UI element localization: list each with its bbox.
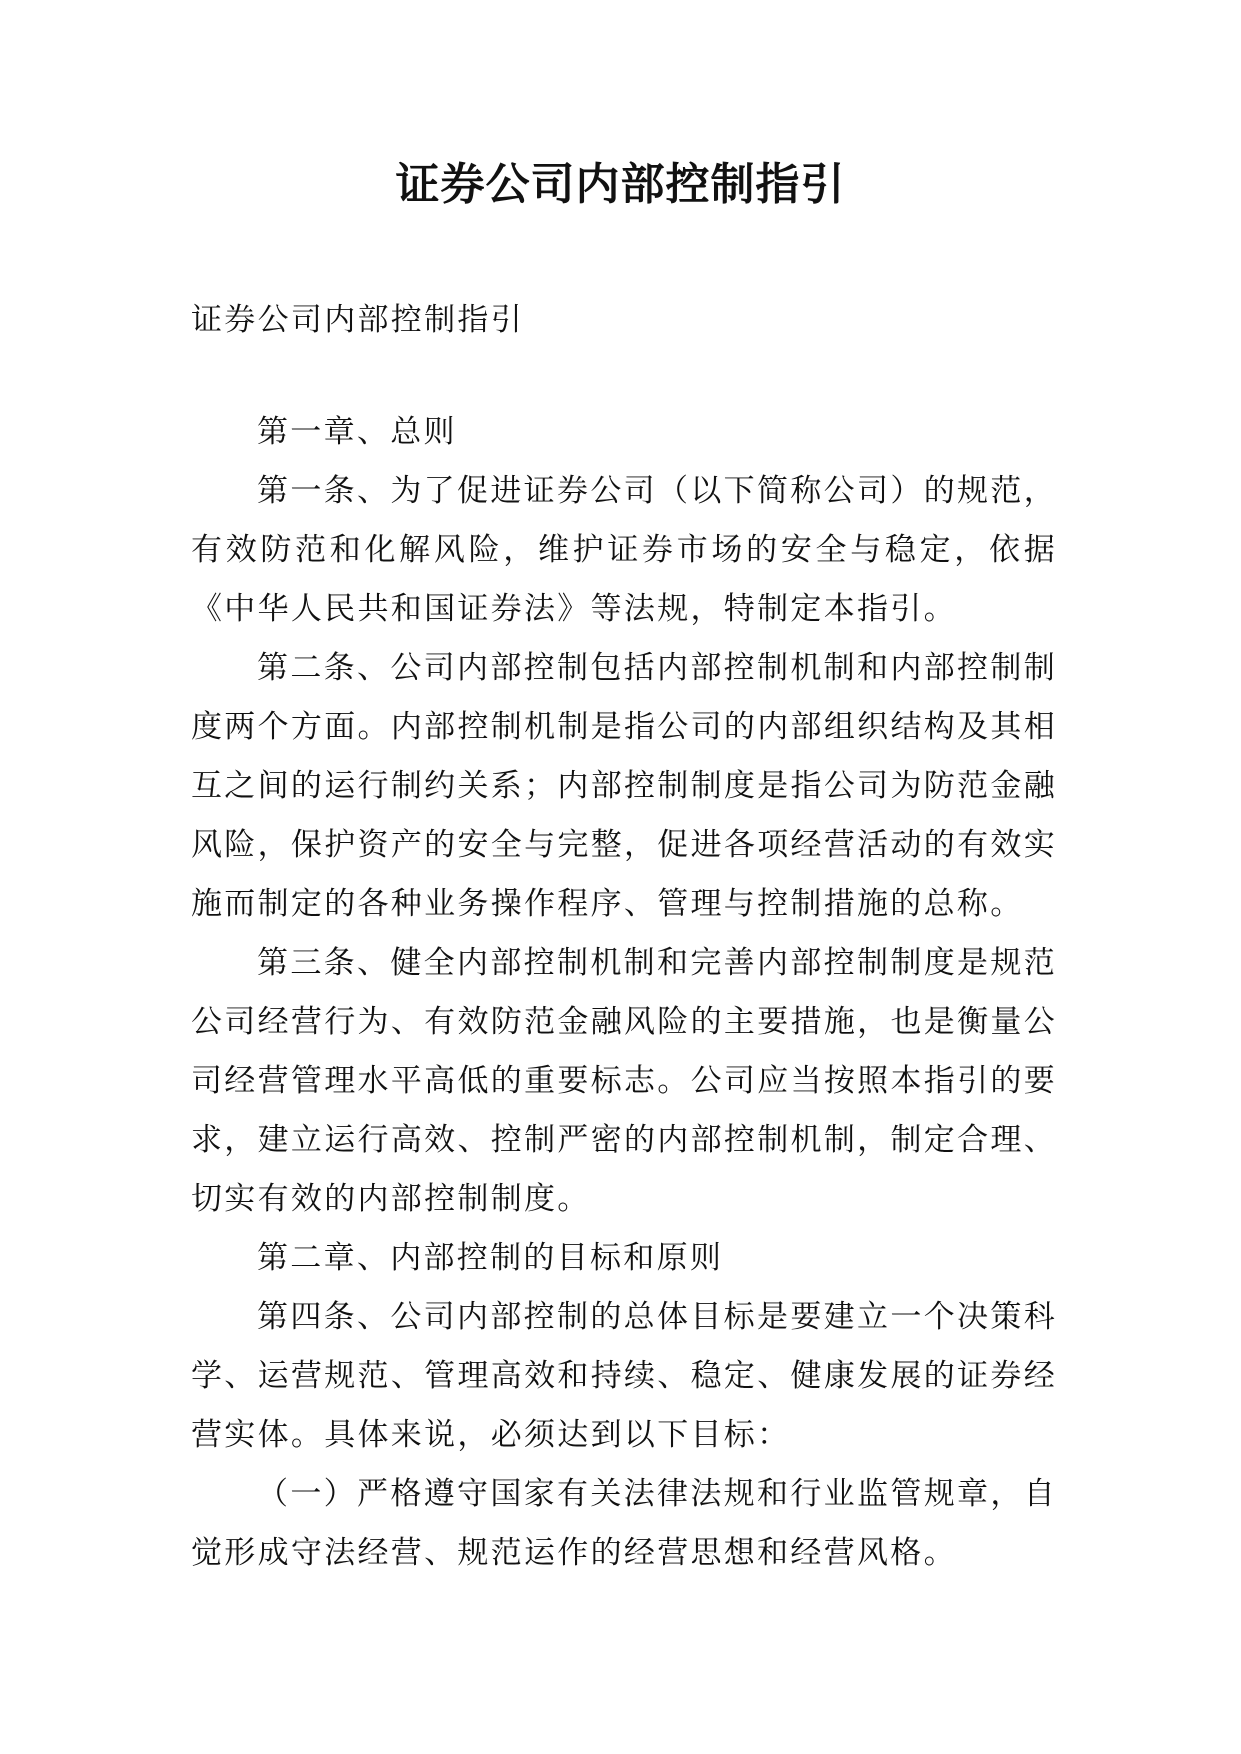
text-line: 觉形成守法经营、规范运作的经营思想和经营风格。	[191, 1535, 957, 1571]
document-body	[191, 403, 1071, 1583]
text-line: 风险，保护资产的安全与完整，促进各项经营活动的有效实	[191, 827, 1057, 863]
text-line: 第二章、内部控制的目标和原则	[257, 1240, 724, 1276]
text-line: 第三条、健全内部控制机制和完善内部控制制度是规范	[257, 945, 1057, 981]
text-line: 施而制定的各种业务操作程序、管理与控制措施的总称。	[191, 886, 1024, 922]
text-line: 学、运营规范、管理高效和持续、稳定、健康发展的证券经	[191, 1358, 1057, 1394]
document-subtitle: 证券公司内部控制指引	[191, 302, 524, 338]
text-line: 第二条、公司内部控制包括内部控制机制和内部控制制	[257, 650, 1057, 686]
text-line: 第一条、为了促进证券公司（以下简称公司）的规范，	[257, 473, 1057, 509]
text-line: （一）严格遵守国家有关法律法规和行业监管规章，自	[257, 1476, 1057, 1512]
article-paragraph	[191, 639, 1071, 934]
article-paragraph	[191, 462, 1071, 639]
text-line: 切实有效的内部控制制度。	[191, 1181, 591, 1217]
text-line: 第四条、公司内部控制的总体目标是要建立一个决策科	[257, 1299, 1057, 1335]
document-title: 证券公司内部控制指引	[395, 159, 846, 210]
text-line: 营实体。具体来说，必须达到以下目标：	[191, 1417, 791, 1453]
text-line: 司经营管理水平高低的重要标志。公司应当按照本指引的要	[191, 1063, 1057, 1099]
text-line: 有效防范和化解风险，维护证券市场的安全与稳定，依据	[191, 532, 1057, 568]
article-paragraph	[191, 1288, 1071, 1465]
article-paragraph	[191, 934, 1071, 1229]
chapter-heading	[191, 403, 1071, 462]
text-line: 公司经营行为、有效防范金融风险的主要措施，也是衡量公	[191, 1004, 1057, 1040]
chapter-heading	[191, 1229, 1071, 1288]
text-line: 求，建立运行高效、控制严密的内部控制机制，制定合理、	[191, 1122, 1057, 1158]
list-item	[191, 1465, 1071, 1583]
text-line: 《中华人民共和国证券法》等法规，特制定本指引。	[191, 591, 957, 627]
text-line: 互之间的运行制约关系；内部控制制度是指公司为防范金融	[191, 768, 1057, 804]
text-line: 度两个方面。内部控制机制是指公司的内部组织结构及其相	[191, 709, 1057, 745]
text-line: 第一章、总则	[257, 414, 457, 450]
